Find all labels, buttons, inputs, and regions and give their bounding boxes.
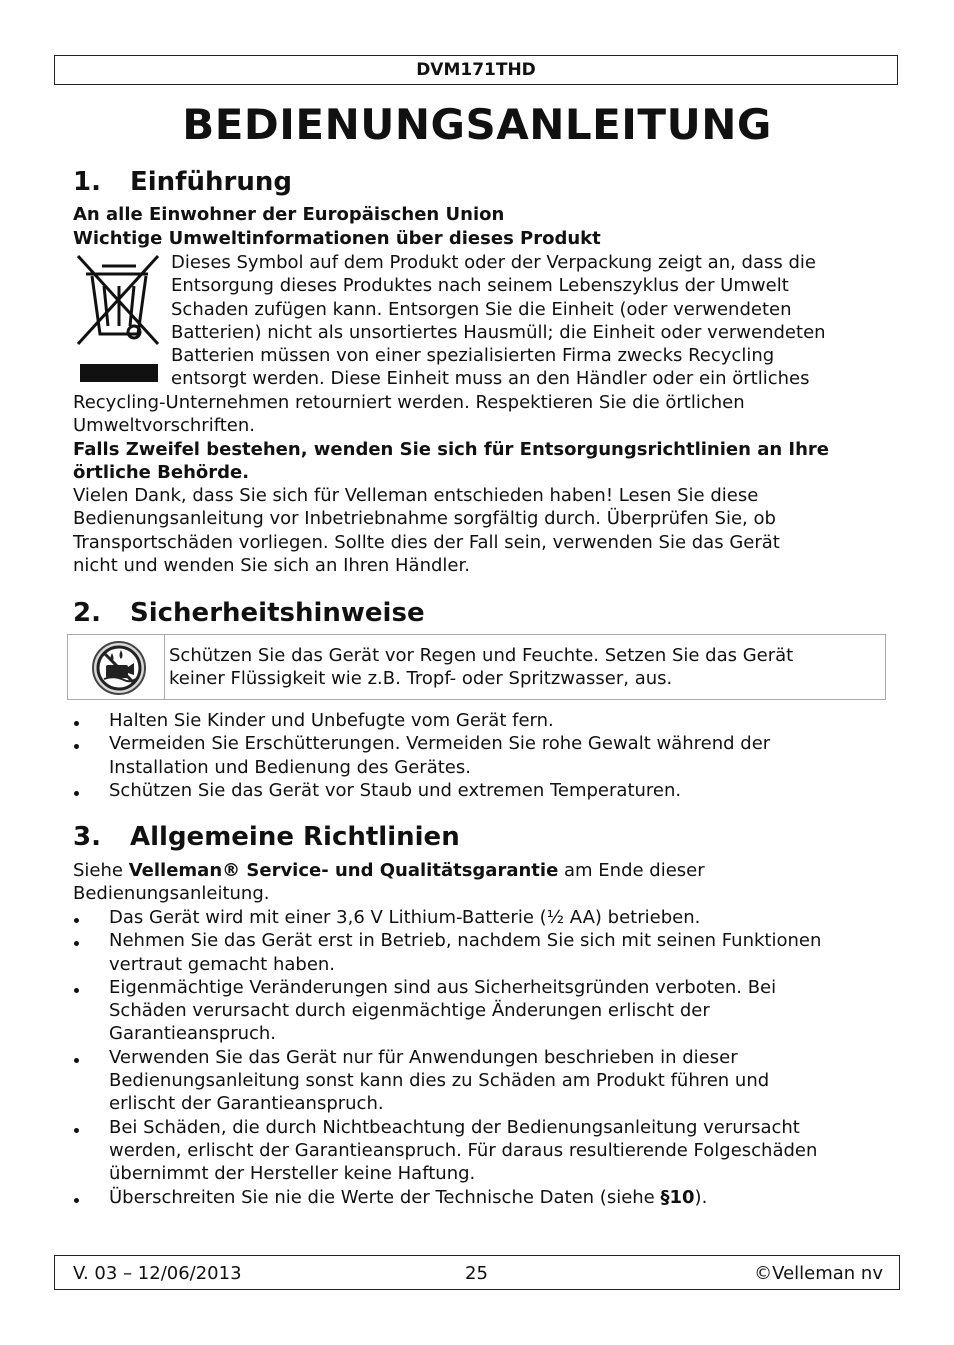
list-item: Schützen Sie das Gerät vor Staub und extremen Temperaturen.	[73, 779, 893, 802]
weee-paragraph: Dieses Symbol auf dem Produkt oder der Verpackung zeigt an, dass die Entsorgung dieses Produktes nach seinem Lebenszyklus der Umwelt Schaden zufügen kann. Entsorgen Sie die Einheit (oder verwendeten Batterien) nicht als unsortiertes Hausmüll; die Einheit oder verwendeten Batterien müssen von einer spezialisierten Firma zwecks Recycling entsorgt werden. Diese Einheit muss an den Händler oder ein örtliches	[171, 252, 826, 390]
list-item: Eigenmächtige Veränderungen sind aus Sicherheitsgründen verboten. Bei Schäden verursacht durch eigenmächtige Änderungen erlischt der Garantieanspruch.	[73, 976, 893, 1046]
safety-icon-cell	[68, 635, 165, 699]
section-3-heading: 3. Allgemeine Richtlinien	[73, 822, 460, 852]
list-item: Vermeiden Sie Erschütterungen. Vermeiden Sie rohe Gewalt während der Installation und Bedienung des Gerätes.	[73, 732, 893, 779]
page-footer	[54, 1255, 900, 1290]
no-water-icon	[68, 635, 164, 699]
list-item: Nehmen Sie das Gerät erst in Betrieb, nachdem Sie sich mit seinen Funktionen vertraut gemacht haben.	[73, 929, 893, 976]
environment-info-subheading: Wichtige Umweltinformationen über dieses Produkt	[73, 228, 601, 249]
list-item: Verwenden Sie das Gerät nur für Anwendungen beschrieben in dieser Bedienungsanleitung sonst kann dies zu Schäden am Produkt führen und erlischt der Garantieanspruch.	[73, 1046, 893, 1116]
eu-residents-subheading: An alle Einwohner der Europäischen Union	[73, 204, 505, 225]
document-title: BEDIENUNGSANLEITUNG	[182, 100, 772, 149]
section-1-heading: 1. Einführung	[73, 167, 292, 197]
page-header	[54, 55, 898, 85]
footer-copyright: ©Velleman nv	[754, 1263, 883, 1284]
footer-version: V. 03 – 12/06/2013	[73, 1263, 242, 1284]
weee-bin-icon	[74, 252, 164, 386]
safety-table	[67, 634, 886, 700]
list-item: Halten Sie Kinder und Unbefugte vom Gerät fern.	[73, 709, 893, 732]
safety-bullets	[73, 709, 893, 802]
model-number: DVM171THD	[416, 60, 536, 80]
footer-page-number: 25	[465, 1263, 488, 1284]
safety-table-text: Schützen Sie das Gerät vor Regen und Feuchte. Setzen Sie das Gerät keiner Flüssigkeit wie z.B. Tropf- oder Spritzwasser, aus.	[169, 645, 794, 690]
section-2-heading: 2. Sicherheitshinweise	[73, 598, 425, 628]
list-item: Das Gerät wird mit einer 3,6 V Lithium-Batterie (½ AA) betrieben.	[73, 906, 893, 929]
guarantee-intro: Siehe Velleman® Service- und Qualitätsgarantie am Ende dieser Bedienungsanleitung.	[73, 860, 705, 905]
list-item: Bei Schäden, die durch Nichtbeachtung der Bedienungsanleitung verursacht werden, erlischt der Garantieanspruch. Für daraus resultierende Folgeschäden übernimmt der Hersteller keine Haftung.	[73, 1116, 893, 1186]
list-item: Überschreiten Sie nie die Werte der Technische Daten (siehe §10).	[73, 1186, 893, 1209]
weee-paragraph-continued: Recycling-Unternehmen retourniert werden. Respektieren Sie die örtlichen Umweltvorschriften. Falls Zweifel bestehen, wenden Sie sich für Entsorgungsrichtlinien an Ihre örtliche Behörde. Vielen Dank, dass Sie sich für Velleman entschieden haben! Lesen Sie diese Bedienungsanleitung vor Inbetriebnahme sorgfältig durch. Überprüfen Sie, ob Transportschäden vorliegen. Sollte dies der Fall sein, verwenden Sie das Gerät nicht und wenden Sie sich an Ihren Händler.	[73, 392, 830, 577]
guidelines-bullets	[73, 906, 893, 1209]
